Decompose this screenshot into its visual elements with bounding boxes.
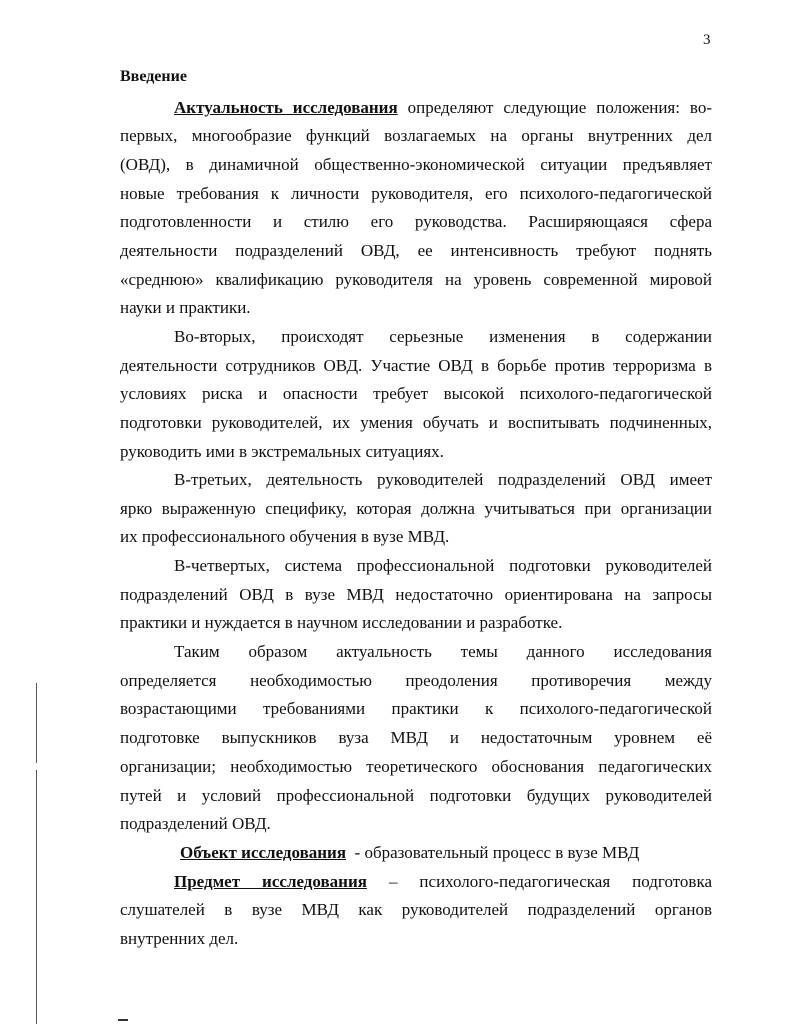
p1-line-2: первых, многообразие функций возлагаемых на органы внутренних дел xyxy=(120,126,712,145)
p3-line-2: ярко выраженную специфику, которая должна учитываться при организации xyxy=(120,499,712,518)
object-text: - образовательный процесс в вузе МВД xyxy=(346,843,640,862)
p4-line-3: практики и нуждается в научном исследовании и разработке. xyxy=(120,613,563,632)
subject-line-3: внутренних дел. xyxy=(120,929,239,948)
p3-line-1: В-третьих, деятельность руководителей подразделений ОВД имеет xyxy=(174,470,712,489)
p5-line-1: Таким образом актуальность темы данного исследования xyxy=(174,642,712,661)
p2-line-3: условиях риска и опасности требует высокой психолого-педагогической xyxy=(120,384,712,403)
p4-line-2: подразделений ОВД в вузе МВД недостаточно ориентирована на запросы xyxy=(120,585,712,604)
p5-line-2: определяется необходимостью преодоления противоречия между xyxy=(120,671,712,690)
subject-line-1 xyxy=(120,872,712,892)
p1-line-6: деятельности подразделений ОВД, ее интенсивность требуют поднять xyxy=(120,241,712,260)
p4-line-1: В-четвертых, система профессиональной подготовки руководителей xyxy=(174,556,712,575)
subject-line-1-rest: – психолого-педагогическая подготовка xyxy=(366,872,712,891)
object-line xyxy=(120,843,712,863)
p1-line-5: подготовленности и стилю его руководства. Расширяющаяся сфера xyxy=(120,212,712,231)
subject-label: Предмет исследования xyxy=(174,872,367,891)
p2-line-2: деятельности сотрудников ОВД. Участие ОВД в борьбе против терроризма в xyxy=(120,356,712,375)
p5-line-7: подразделений ОВД. xyxy=(120,814,271,833)
p2-line-4: подготовки руководителей, их умения обучать и воспитывать подчиненных, xyxy=(120,413,712,432)
subject-line-2: слушателей в вузе МВД как руководителей подразделений органов xyxy=(120,900,712,919)
p5-line-3: возрастающими требованиями практики к психолого-педагогической xyxy=(120,699,712,718)
p5-line-6: путей и условий профессиональной подготовки будущих руководителей xyxy=(120,786,712,805)
p5-line-4: подготовке выпускников вуза МВД и недостаточным уровнем её xyxy=(120,728,712,747)
relevance-label: Актуальность исследования xyxy=(174,98,398,117)
p3-line-3: их профессионального обучения в вузе МВД. xyxy=(120,527,450,546)
p1-line-7: «среднюю» квалификацию руководителя на уровень современной мировой xyxy=(120,270,712,289)
p1-line-1-rest: определяют следующие положения: во- xyxy=(397,98,712,117)
p1-line-4: новые требования к личности руководителя, его психолого-педагогической xyxy=(120,184,712,203)
corner-mark xyxy=(118,1019,128,1021)
p1-line-8: науки и практики. xyxy=(120,298,251,317)
p2-line-1: Во-вторых, происходят серьезные изменения в содержании xyxy=(174,327,712,346)
p1-line-1 xyxy=(120,98,712,118)
section-heading: Введение xyxy=(120,68,187,85)
object-label: Объект исследования xyxy=(180,843,347,862)
p2-line-5: руководить ими в экстремальных ситуациях. xyxy=(120,442,444,461)
margin-line-bottom xyxy=(36,770,37,1024)
page-number: 3 xyxy=(703,32,711,48)
p1-line-3: (ОВД), в динамичной общественно-экономической ситуации предъявляет xyxy=(120,155,712,174)
margin-line-top xyxy=(36,683,37,763)
p5-line-5: организации; необходимостью теоретического обоснования педагогических xyxy=(120,757,712,776)
